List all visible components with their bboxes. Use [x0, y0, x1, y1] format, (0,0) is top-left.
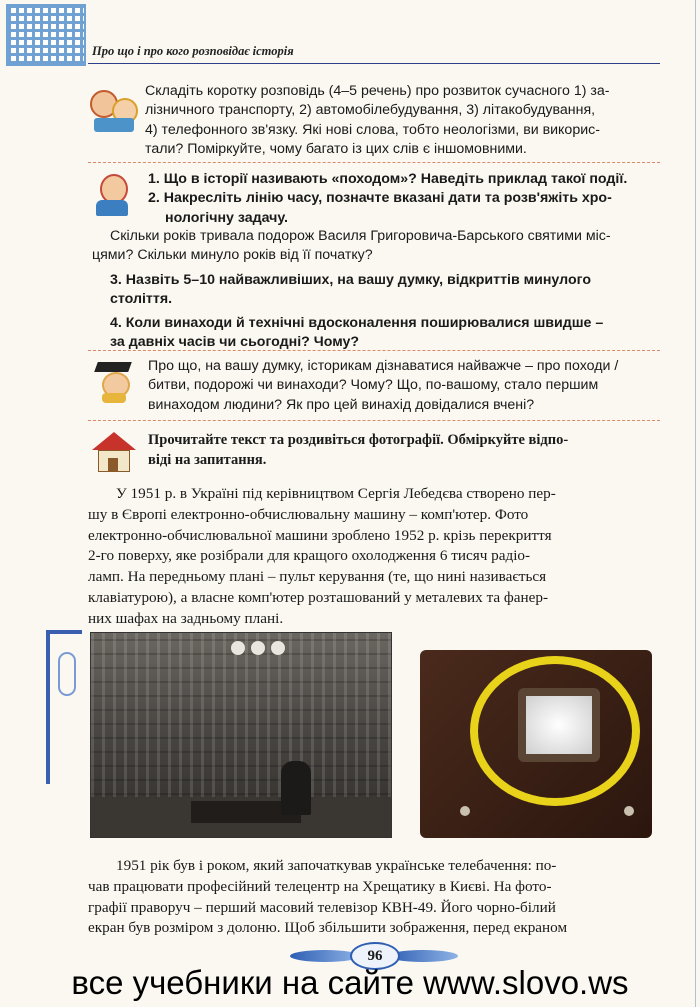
- text-line: 1951 рік був і роком, який започаткував українське телебачення: по-: [116, 857, 557, 874]
- text-television: [88, 856, 660, 939]
- task-line: Про що, на вашу думку, історикам дізнаватися найважче – про походи /: [148, 358, 619, 374]
- text-line: шу в Європі електронно-обчислювальну машину – комп'ютер. Фото: [88, 505, 529, 523]
- instruction-line: віді на запитання.: [148, 452, 267, 468]
- question-2-task-line: цями? Скільки минуло років від її початку?: [92, 247, 373, 264]
- task-line: битви, подорожі чи винаходи? Чому? Що, по-вашому, стало першим: [148, 377, 599, 394]
- television-photo: [420, 650, 652, 838]
- house-icon: [92, 432, 136, 474]
- thinking-child-icon: [90, 172, 134, 218]
- decorative-border: [46, 630, 82, 784]
- running-head: Про що і про кого розповідає історія: [92, 44, 294, 58]
- text-line: них шафах на задньому плані.: [88, 609, 284, 627]
- task-line: Складіть коротку розповідь (4–5 речень) про розвиток сучасного 1) за-: [145, 83, 610, 99]
- dashed-divider: [88, 420, 660, 421]
- question-3-cont: століття.: [110, 290, 173, 307]
- text-line: чав працювати професійний телецентр на Хрещатику в Києві. На фото-: [88, 877, 552, 895]
- text-line: графії праворуч – перший масовий телевізор КВН-49. Його чорно-білий: [88, 898, 556, 916]
- text-line: 2-го поверху, яке розібрали для кращого охолодження 6 тисяч радіо-: [88, 547, 531, 565]
- reading-instruction: [148, 430, 660, 470]
- question-2-task-line: Скільки років тривала подорож Василя Григоровича-Барського святими міс-: [110, 228, 611, 244]
- text-line: клавіатурою), а власне комп'ютер розташований у металевих та фанер-: [88, 588, 549, 606]
- text-line: екран був розміром з долоню. Щоб збільшити зображення, перед екраном: [88, 919, 568, 937]
- task-historians: [148, 357, 660, 415]
- question-3: 3. Назвіть 5–10 найважливіших, на вашу думку, відкриттів минулого: [110, 271, 591, 288]
- task-line: тали? Поміркуйте, чому багато із цих слів є іншомовними.: [145, 140, 527, 157]
- dashed-divider: [88, 350, 660, 351]
- task-line: 4) телефонного зв'язку. Які нові слова, тобто неологізми, ви викорис-: [145, 121, 600, 138]
- task-line: винаходом людини? Як про цей винахід довідалися вчені?: [148, 396, 535, 413]
- question-2-cont: нологічну задачу.: [165, 209, 288, 226]
- questions-block: [148, 170, 660, 228]
- graduate-icon: [92, 360, 136, 404]
- question-4-cont: за давніх часів чи сьогодні? Чому?: [110, 334, 360, 351]
- text-line: ламп. На передньому плані – пульт керування (те, що нині називається: [88, 568, 547, 586]
- text-computer: [88, 484, 660, 630]
- page-number: 96: [350, 942, 400, 970]
- task-compose-story: [145, 82, 660, 159]
- task-line: лізничного транспорту, 2) автомобілебудування, 3) літакобудування,: [145, 102, 596, 119]
- instruction-line: Прочитайте текст та роздивіться фотографії. Обміркуйте відпо-: [148, 432, 569, 448]
- header-rule: [88, 63, 660, 64]
- watermark-text: все учебники на сайте www.slovo.ws: [71, 964, 629, 1001]
- text-line: електронно-обчислювальної машини зроблено 1952 р. крізь перекриття: [88, 526, 552, 544]
- question-2-task: [92, 227, 660, 353]
- corner-ornament: [6, 4, 86, 66]
- dashed-divider: [88, 162, 660, 163]
- computer-photo: [90, 632, 392, 838]
- text-line: У 1951 р. в Україні під керівництвом Сергія Лебедєва створено пер-: [116, 485, 556, 502]
- question-4: 4. Коли винаходи й технічні вдосконалення поширювалися швидше –: [110, 315, 604, 332]
- question-2: 2. Накресліть лінію часу, позначте вказані дати та розв'яжіть хро-: [148, 190, 612, 207]
- question-1: 1. Що в історії називають «походом»? Наведіть приклад такої події.: [148, 171, 628, 187]
- page-edge: [695, 0, 696, 1007]
- children-reading-icon: [88, 84, 140, 134]
